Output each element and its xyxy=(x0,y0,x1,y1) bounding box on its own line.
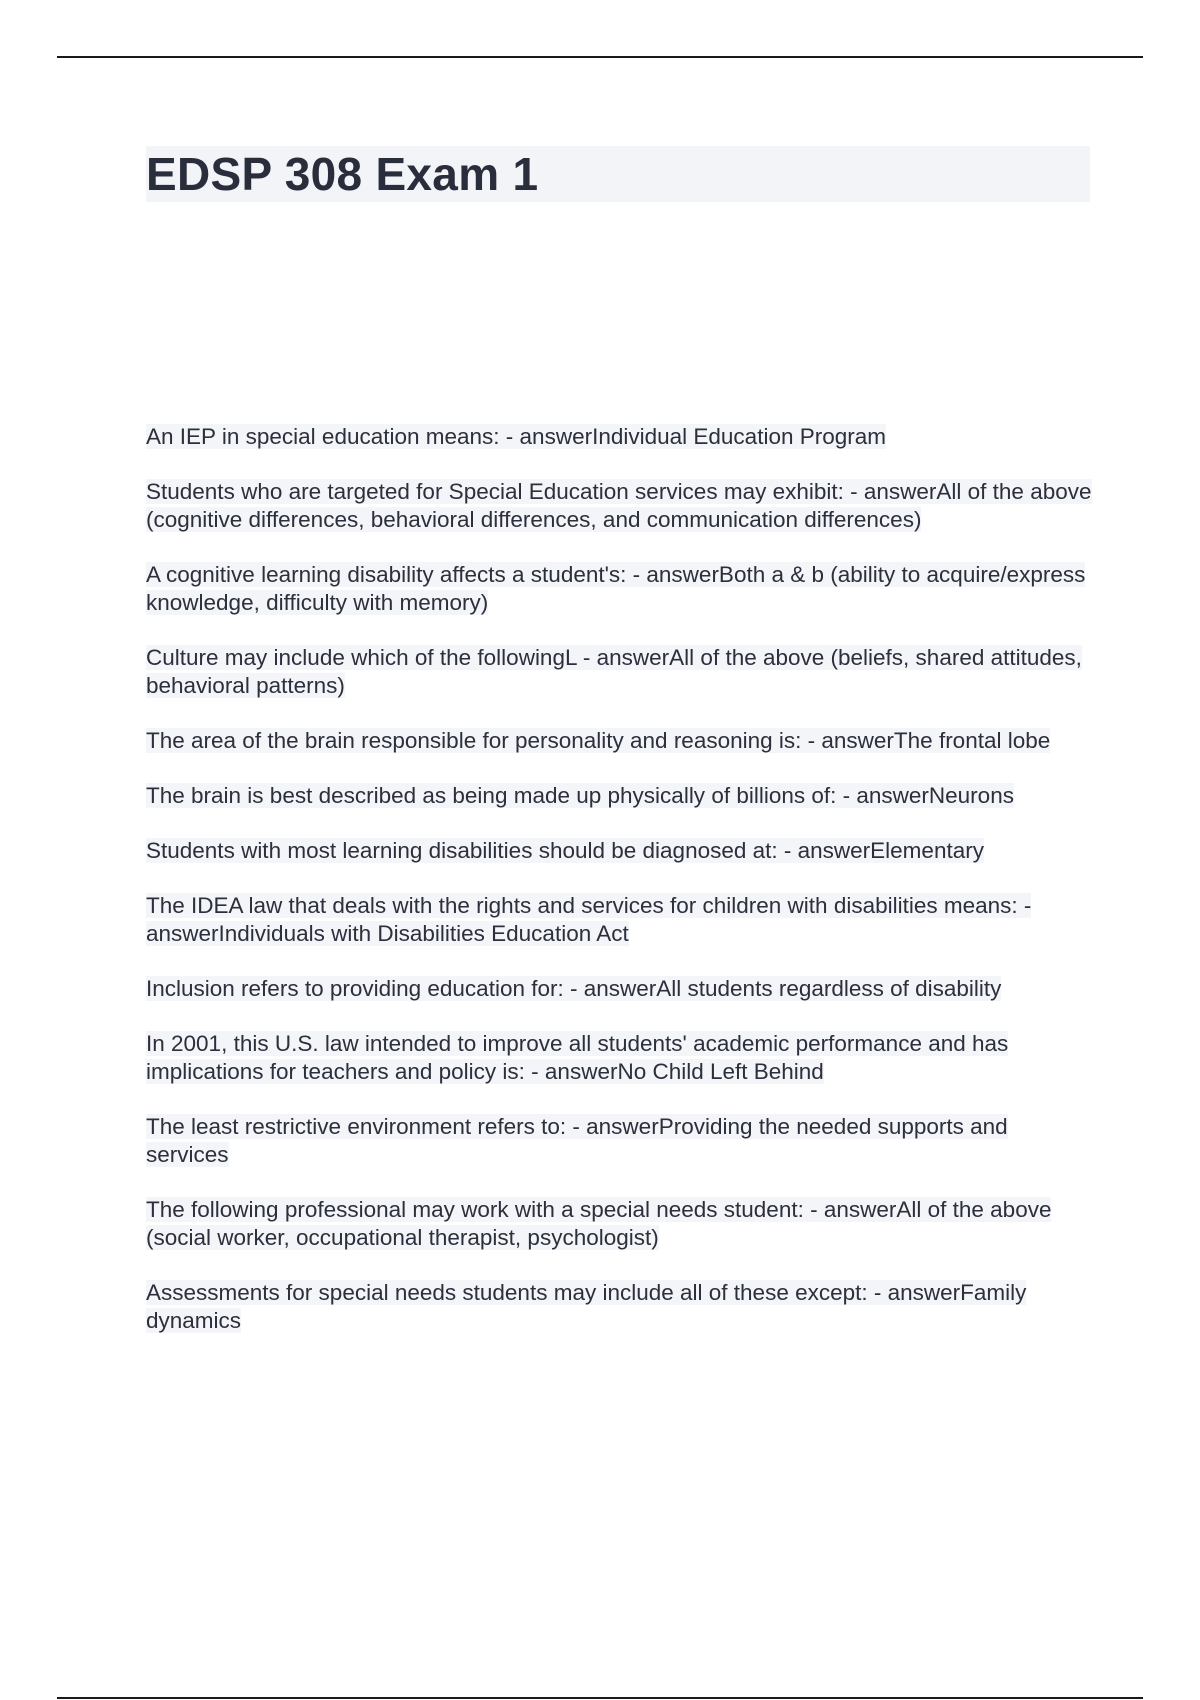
qa-item xyxy=(146,561,1096,617)
qa-item xyxy=(146,1196,1096,1252)
qa-item xyxy=(146,644,1096,700)
qa-item xyxy=(146,727,1096,755)
qa-item xyxy=(146,478,1096,534)
qa-text: The brain is best described as being made up physically of billions of: - answerNeurons xyxy=(146,783,1014,808)
qa-item xyxy=(146,782,1096,810)
qa-text: The area of the brain responsible for personality and reasoning is: - answerThe frontal lobe xyxy=(146,728,1051,753)
qa-text: Culture may include which of the followingL - answerAll of the above (beliefs, shared attitudes, behavioral patterns) xyxy=(146,645,1082,698)
qa-text: Inclusion refers to providing education for: - answerAll students regardless of disability xyxy=(146,976,1002,1001)
qa-text: Assessments for special needs students may include all of these except: - answerFamily dynamics xyxy=(146,1280,1027,1333)
qa-text: In 2001, this U.S. law intended to improve all students' academic performance and has implications for teachers and policy is: - answerNo Child Left Behind xyxy=(146,1031,1009,1084)
qa-item xyxy=(146,1030,1096,1086)
bottom-divider xyxy=(57,1697,1143,1699)
qa-item xyxy=(146,975,1096,1003)
qa-text: Students with most learning disabilities should be diagnosed at: - answerElementary xyxy=(146,838,984,863)
qa-text: Students who are targeted for Special Education services may exhibit: - answerAll of the above (cognitive differences, behavioral differences, and communication differences) xyxy=(146,479,1092,532)
qa-text: The least restrictive environment refers to: - answerProviding the needed supports and services xyxy=(146,1114,1008,1167)
top-divider xyxy=(57,56,1143,58)
qa-text: The following professional may work with a special needs student: - answerAll of the above (social worker, occupational therapist, psychologist) xyxy=(146,1197,1052,1250)
qa-text: A cognitive learning disability affects a student's: - answerBoth a & b (ability to acquire/express knowledge, difficulty with memory) xyxy=(146,562,1086,615)
qa-text: An IEP in special education means: - answerIndividual Education Program xyxy=(146,424,886,449)
qa-item xyxy=(146,892,1096,948)
qa-item xyxy=(146,1113,1096,1169)
qa-item xyxy=(146,423,1096,451)
question-answer-list xyxy=(146,423,1096,1362)
page-title: EDSP 308 Exam 1 xyxy=(146,148,539,200)
qa-text: The IDEA law that deals with the rights and services for children with disabilities means: - answerIndividuals with Disabilities Education Act xyxy=(146,893,1032,946)
qa-item xyxy=(146,837,1096,865)
qa-item xyxy=(146,1279,1096,1335)
